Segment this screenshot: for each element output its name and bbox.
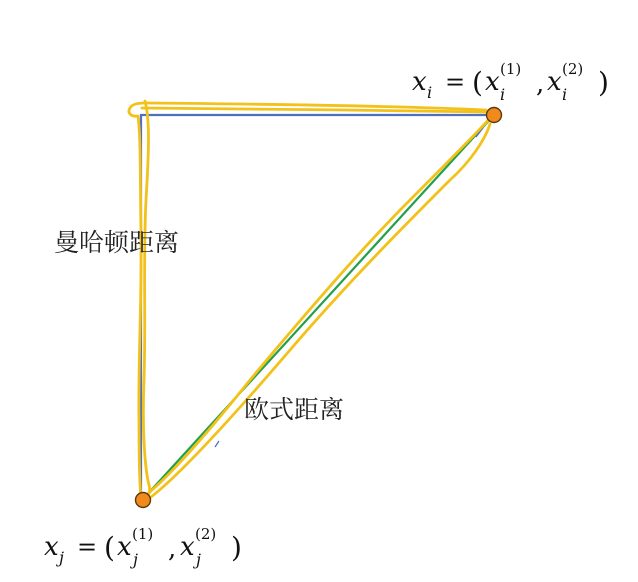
euclidean-distance-label: 欧式距离 [244,395,345,424]
highlight-manhattan-stroke-2 [143,101,149,499]
formula-i-open: ( [472,66,483,99]
formula-i-comma: , [536,69,545,99]
euclidean-path [144,115,494,498]
hand-drawn-highlight [129,101,496,500]
point-j-marker [136,493,151,508]
formula-i-comp1: x [485,67,500,97]
formula-i-eq: = [445,68,466,96]
formula-i-comp2: x [547,67,562,97]
formula-j-open: ( [104,531,115,564]
formula-j-close: ) [231,531,242,564]
formula-i-sub2: i [562,85,568,104]
formula-i-sup1: (1) [500,60,522,78]
formula-j-eq: = [77,533,98,561]
point-i-formula [412,60,609,104]
formula-j-comma: , [168,534,177,564]
formula-j-sub: j [59,548,64,567]
manhattan-distance-label: 曼哈顿距离 [54,228,180,257]
point-i-marker [487,108,502,123]
point-j-formula [44,525,242,569]
formula-j-sub1: j [133,550,138,569]
formula-i-sub1: i [500,85,506,104]
formula-j-sub2: j [196,550,201,569]
formula-i-var: x [412,67,427,97]
formula-j-sup1: (1) [132,525,154,543]
formula-i-close: ) [598,66,609,99]
highlight-manhattan-stroke [129,103,486,498]
formula-i-sup2: (2) [562,60,584,78]
formula-i-sub: i [427,83,433,102]
formula-j-var: x [44,532,59,562]
formula-j-comp1: x [117,532,132,562]
formula-j-comp2: x [180,532,195,562]
formula-j-sup2: (2) [195,525,217,543]
stray-stroke [215,441,219,447]
